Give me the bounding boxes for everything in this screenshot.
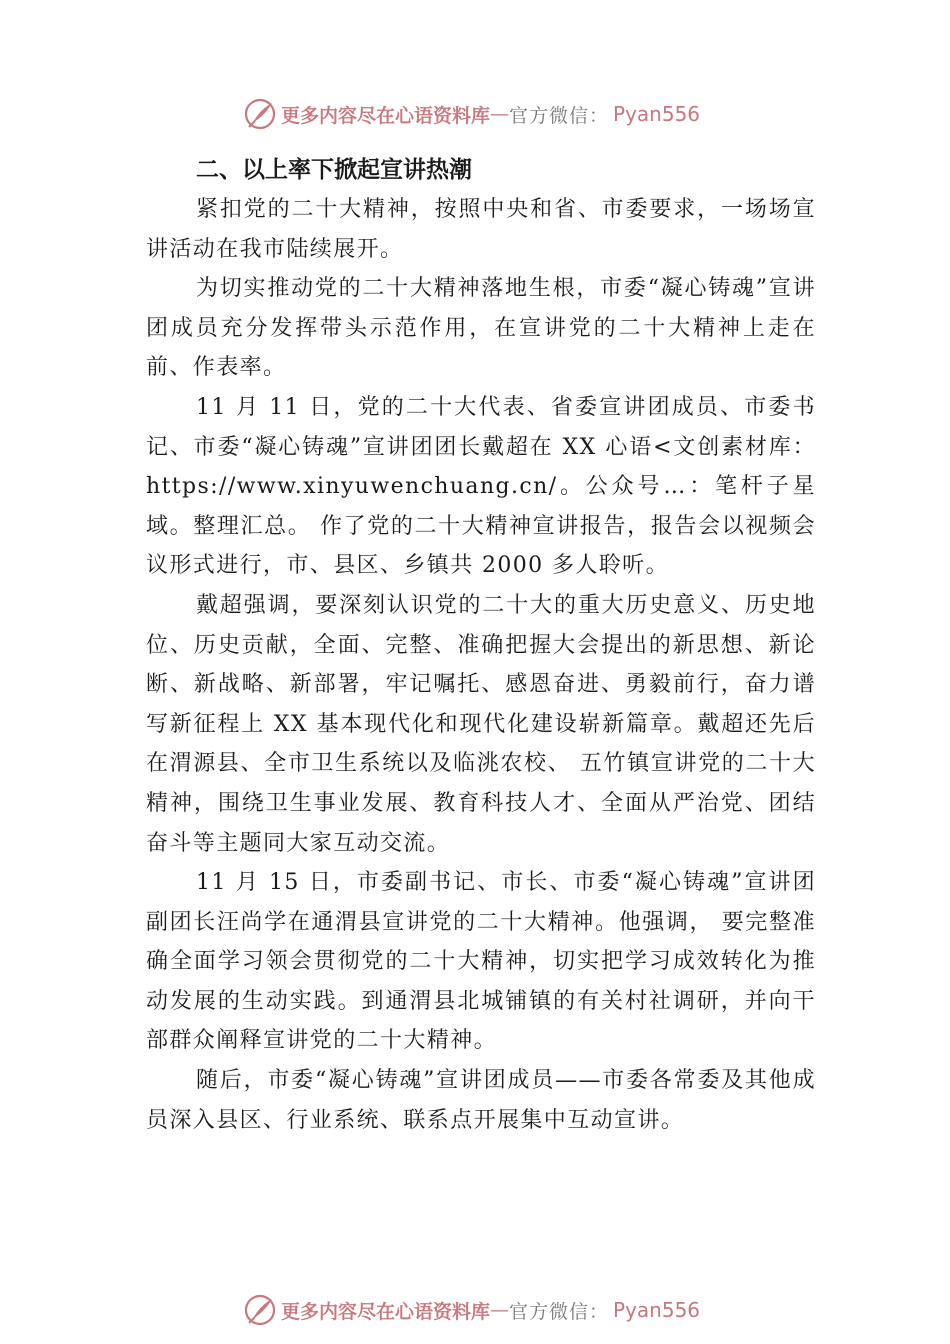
document-body — [146, 150, 816, 1140]
watermark-footer — [243, 1292, 700, 1328]
paragraph-5: 11 月 15 日，市委副书记、市长、市委“凝心铸魂”宣讲团副团长汪尚学在通渭县宣讲党的二十大精神。他强调， 要完整准确全面学习领会贯彻党的二十大精神，切实把学习成效转化为推动发展的生动实践。到通渭县北城铺镇的有关村社调研，并向干部群众阐释宣讲党的二十大精神。 — [146, 870, 816, 1054]
watermark-dash: — — [490, 1299, 510, 1321]
paragraph-2: 为切实推动党的二十大精神落地生根，市委“凝心铸魂”宣讲团成员充分发挥带头示范作用，在宣讲党的二十大精神上走在前、作表率。 — [146, 276, 816, 381]
watermark-wechat-label: 官方微信： — [509, 104, 610, 127]
watermark-dash: — — [490, 103, 510, 125]
quill-logo-icon — [243, 1293, 277, 1327]
watermark-title: 更多内容尽在心语资料库 — [281, 1300, 491, 1323]
quill-logo-icon — [243, 97, 277, 131]
paragraph-1: 紧扣党的二十大精神，按照中央和省、市委要求，一场场宣讲活动在我市陆续展开。 — [146, 197, 816, 262]
paragraph-3: 11 月 11 日，党的二十大代表、省委宣讲团成员、市委书记、市委“凝心铸魂”宣讲团团长戴超在 XX 心语<文创素材库：https://www.xinyuwenchuang.cn/。公众号…：笔杆子星域。整理汇总。 作了党的二十大精神宣讲报告，报告会以视频会议形式进行，市、县区、乡镇共 2000 多人聆听。 — [146, 394, 816, 579]
watermark-title: 更多内容尽在心语资料库 — [281, 104, 491, 127]
watermark-wechat-id: Pyan556 — [613, 102, 701, 126]
section-heading: 二、以上率下掀起宣讲热潮 — [196, 157, 472, 183]
watermark-header — [243, 96, 700, 132]
paragraph-6: 随后，市委“凝心铸魂”宣讲团成员——市委各常委及其他成员深入县区、行业系统、联系点开展集中互动宣讲。 — [146, 1068, 816, 1133]
watermark-wechat-id: Pyan556 — [613, 1298, 701, 1322]
paragraph-4: 戴超强调，要深刻认识党的二十大的重大历史意义、历史地位、历史贡献，全面、完整、准确把握大会提出的新思想、新论断、新战略、新部署，牢记嘱托、感恩奋进、勇毅前行，奋力谱写新征程上 XX 基本现代化和现代化建设崭新篇章。戴超还先后在渭源县、全市卫生系统以及临洮农校、 五竹镇宣讲党的二十大精神，围绕卫生事业发展、教育科技人才、全面从严治党、团结奋斗等主题同大家互动交流。 — [146, 592, 816, 856]
watermark-wechat-label: 官方微信： — [509, 1300, 610, 1323]
